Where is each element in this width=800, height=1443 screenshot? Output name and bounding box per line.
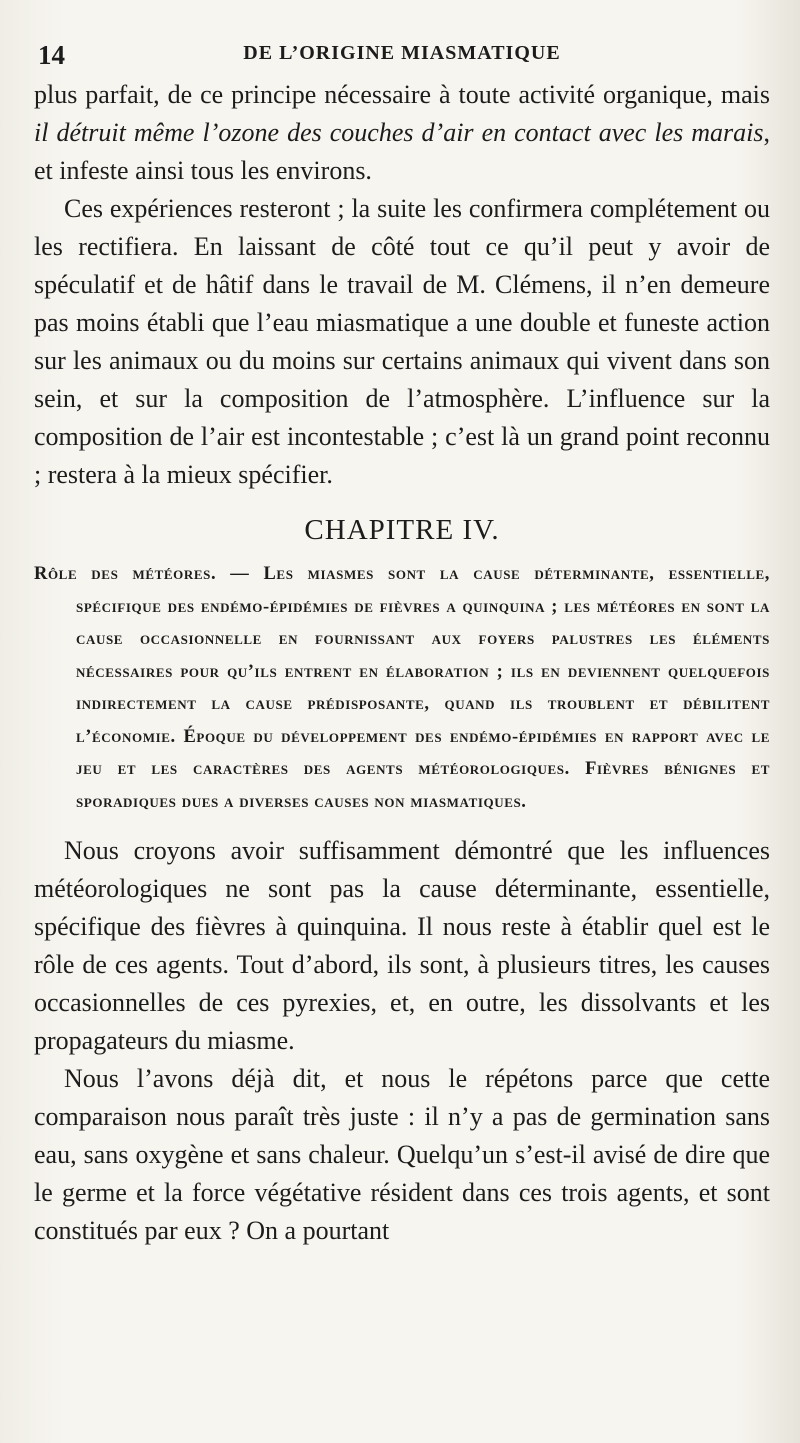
paragraph-continuation [34, 76, 770, 190]
paragraph-text: , et infeste ainsi tous les environs. [34, 118, 770, 185]
chapter-summary: Rôle des météores. — Les miasmes sont la cause déterminante, essentielle, spécifique des endémo-épidémies de fièvres a quinquina ; les météores en sont la cause occasionnelle en fournissant aux foyers palustres les éléments nécessaires pour qu’ils entrent en élaboration ; ils en deviennent quelquefois indirectement la cause prédisposante, quand ils troublent et débilitent l’économie. Époque du développement des endémo-épidémies en rapport avec le jeu et les caractères des agents météorologiques. Fièvres bénignes et sporadiques dues a diverses causes non miasmatiques. [34, 564, 770, 812]
page-number: 14 [38, 40, 65, 70]
paragraph-experiences: Ces expériences resteront ; la suite les confirmera complétement ou les rectifiera. En laissant de côté tout ce qu’il peut y avoir de spéculatif et de hâtif dans le travail de M. Clémens, il n’en demeure pas moins établi que l’eau miasmatique a une double et funeste action sur les animaux ou du moins sur certains animaux qui vivent dans son sein, et sur la composition de l’atmosphère. L’influence sur la composition de l’air est incontestable ; c’est là un grand point reconnu ; restera à la mieux spécifier. [34, 194, 770, 489]
paragraph-text: plus parfait, de ce principe nécessaire à toute activité organique, mais [34, 80, 770, 109]
running-head: DE L’ORIGINE MIASMATIQUE [243, 42, 561, 64]
italic-text: il détruit même l’ozone des couches d’air en contact avec les marais [34, 118, 764, 147]
paragraph-germination: Nous l’avons déjà dit, et nous le répétons parce que cette comparaison nous paraît très juste : il n’y a pas de germination sans eau, sans oxygène et sans chaleur. Quelqu’un s’est-il avisé de dire que le germe et la force végétative résident dans ces trois agents, et sont constitués par eux ? On a pourtant [34, 1064, 770, 1245]
page-header [34, 32, 770, 76]
chapter-title: CHAPITRE IV. [304, 514, 500, 546]
paragraph-meteores: Nous croyons avoir suffisamment démontré que les influences météorologiques ne sont pas la cause déterminante, essentielle, spécifique des fièvres à quinquina. Il nous reste à établir quel est le rôle de ces agents. Tout d’abord, ils sont, à plusieurs titres, les causes occasionnelles de ces pyrexies, et, en outre, les dissolvants et les propagateurs du miasme. [34, 836, 770, 1055]
